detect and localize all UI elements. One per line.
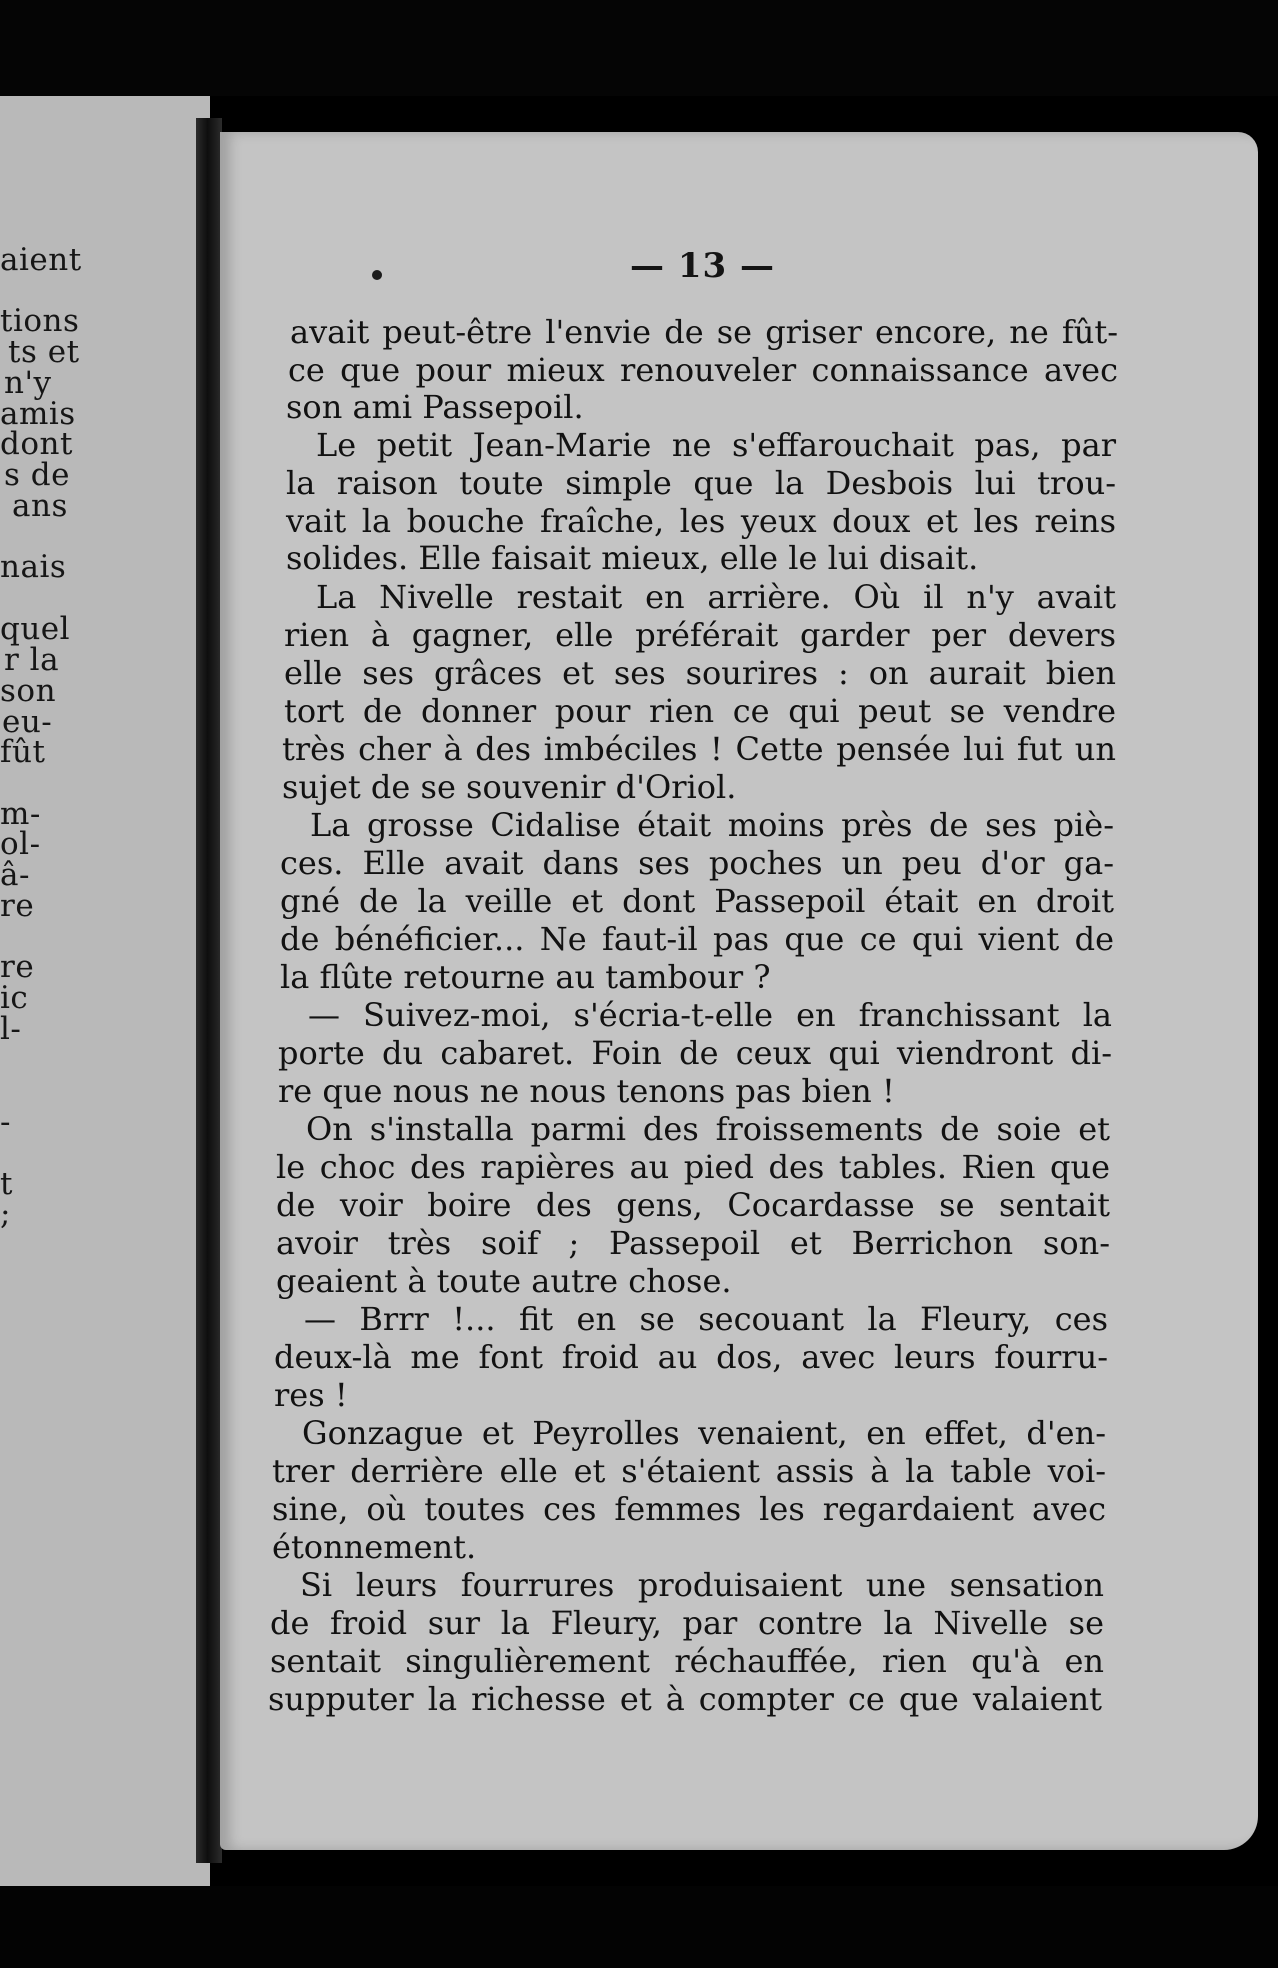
previous-page-edge — [0, 96, 210, 1886]
text-line: La grosse Cidalise était moins près de ses piè- — [310, 806, 1114, 844]
previous-page-fragment: n'y — [4, 365, 52, 401]
previous-page-fragment: ic — [0, 980, 29, 1016]
text-line: On s'installa parmi des froissements de soie et — [306, 1110, 1110, 1148]
text-line: ces. Elle avait dans ses poches un peu d'or ga- — [280, 844, 1114, 882]
text-line: le choc des rapières au pied des tables. Rien que — [276, 1148, 1110, 1186]
text-line: étonnement. — [272, 1528, 477, 1566]
previous-page-fragment: aient — [0, 242, 82, 278]
text-line: Si leurs fourrures produisaient une sensation — [300, 1566, 1104, 1604]
previous-page-fragment: l- — [0, 1011, 22, 1047]
previous-page-fragment: re — [0, 888, 35, 924]
text-line: trer derrière elle et s'étaient assis à la table voi- — [272, 1452, 1106, 1490]
text-line: geaient à toute autre chose. — [276, 1262, 732, 1300]
scan-top-border — [0, 0, 1278, 96]
text-line: elle ses grâces et ses sourires : on aurait bien — [284, 654, 1116, 692]
previous-page-fragment: ; — [0, 1196, 11, 1232]
text-line: Gonzague et Peyrolles venaient, en effet, d'en- — [302, 1414, 1106, 1452]
text-line: de voir boire des gens, Cocardasse se sentait — [276, 1186, 1110, 1224]
previous-page-fragment: dont — [0, 426, 73, 462]
text-line: res ! — [274, 1376, 348, 1414]
previous-page-fragment: tions — [0, 303, 80, 339]
text-line: de bénéficier... Ne faut-il pas que ce qui vient de — [280, 920, 1114, 958]
previous-page-fragment: ts et — [8, 334, 80, 370]
text-line: gné de la veille et dont Passepoil était en droit — [280, 882, 1114, 920]
scan-bottom-border — [0, 1886, 1278, 1968]
previous-page-fragment: ol- — [0, 826, 41, 862]
text-line: porte du cabaret. Foin de ceux qui viendront di- — [278, 1034, 1112, 1072]
text-line: son ami Passepoil. — [286, 388, 584, 426]
text-line: — Brrr !... fit en se secouant la Fleury, ces — [304, 1300, 1108, 1338]
previous-page-fragment: m- — [0, 796, 41, 832]
previous-page-fragment: - — [0, 1104, 11, 1140]
text-line: Le petit Jean-Marie ne s'effarouchait pas, par — [316, 426, 1116, 464]
text-line: sentait singulièrement réchauffée, rien qu'à en — [270, 1642, 1104, 1680]
previous-page-fragment: s de — [4, 457, 70, 493]
previous-page-fragment: t — [0, 1166, 13, 1202]
text-line: La Nivelle restait en arrière. Où il n'y avait — [316, 578, 1116, 616]
text-line: de froid sur la Fleury, par contre la Nivelle se — [270, 1604, 1104, 1642]
text-line: re que nous ne nous tenons pas bien ! — [278, 1072, 895, 1110]
text-line: la raison toute simple que la Desbois lui trou- — [286, 464, 1116, 502]
text-line: vait la bouche fraîche, les yeux doux et les reins — [286, 502, 1116, 540]
text-line: la flûte retourne au tambour ? — [280, 958, 771, 996]
previous-page-fragment: â- — [0, 857, 30, 893]
previous-page-fragment: nais — [0, 549, 67, 585]
text-line: très cher à des imbéciles ! Cette pensée lui fut un — [282, 730, 1116, 768]
ink-dot — [372, 270, 382, 280]
text-line: ce que pour mieux renouveler connaissance avec — [288, 351, 1118, 389]
text-line: supputer la richesse et à compter ce que valaient — [268, 1680, 1102, 1718]
text-line: — Suivez-moi, s'écria-t-elle en franchissant la — [308, 996, 1112, 1034]
text-line: deux-là me font froid au dos, avec leurs fourru- — [274, 1338, 1108, 1376]
text-line: solides. Elle faisait mieux, elle le lui disait. — [286, 539, 979, 577]
previous-page-fragment: quel — [0, 611, 71, 647]
book-gutter — [196, 118, 222, 1863]
previous-page-fragment: son — [0, 673, 57, 709]
previous-page-fragment: fût — [0, 734, 46, 770]
text-line: rien à gagner, elle préférait garder per devers — [284, 616, 1116, 654]
previous-page-fragment: ans — [12, 488, 68, 524]
text-line: sujet de se souvenir d'Oriol. — [282, 768, 737, 806]
previous-page-fragment: amis — [0, 396, 76, 432]
previous-page-fragment: eu- — [2, 704, 53, 740]
previous-page-fragment: re — [0, 949, 35, 985]
text-line: avait peut-être l'envie de se griser encore, ne fût- — [290, 313, 1118, 351]
text-line: tort de donner pour rien ce qui peut se vendre — [284, 692, 1116, 730]
previous-page-fragment: r la — [4, 642, 60, 678]
text-line: avoir très soif ; Passepoil et Berrichon son- — [276, 1224, 1110, 1262]
page-number: — 13 — — [630, 246, 775, 286]
text-line: sine, où toutes ces femmes les regardaient avec — [272, 1490, 1106, 1528]
